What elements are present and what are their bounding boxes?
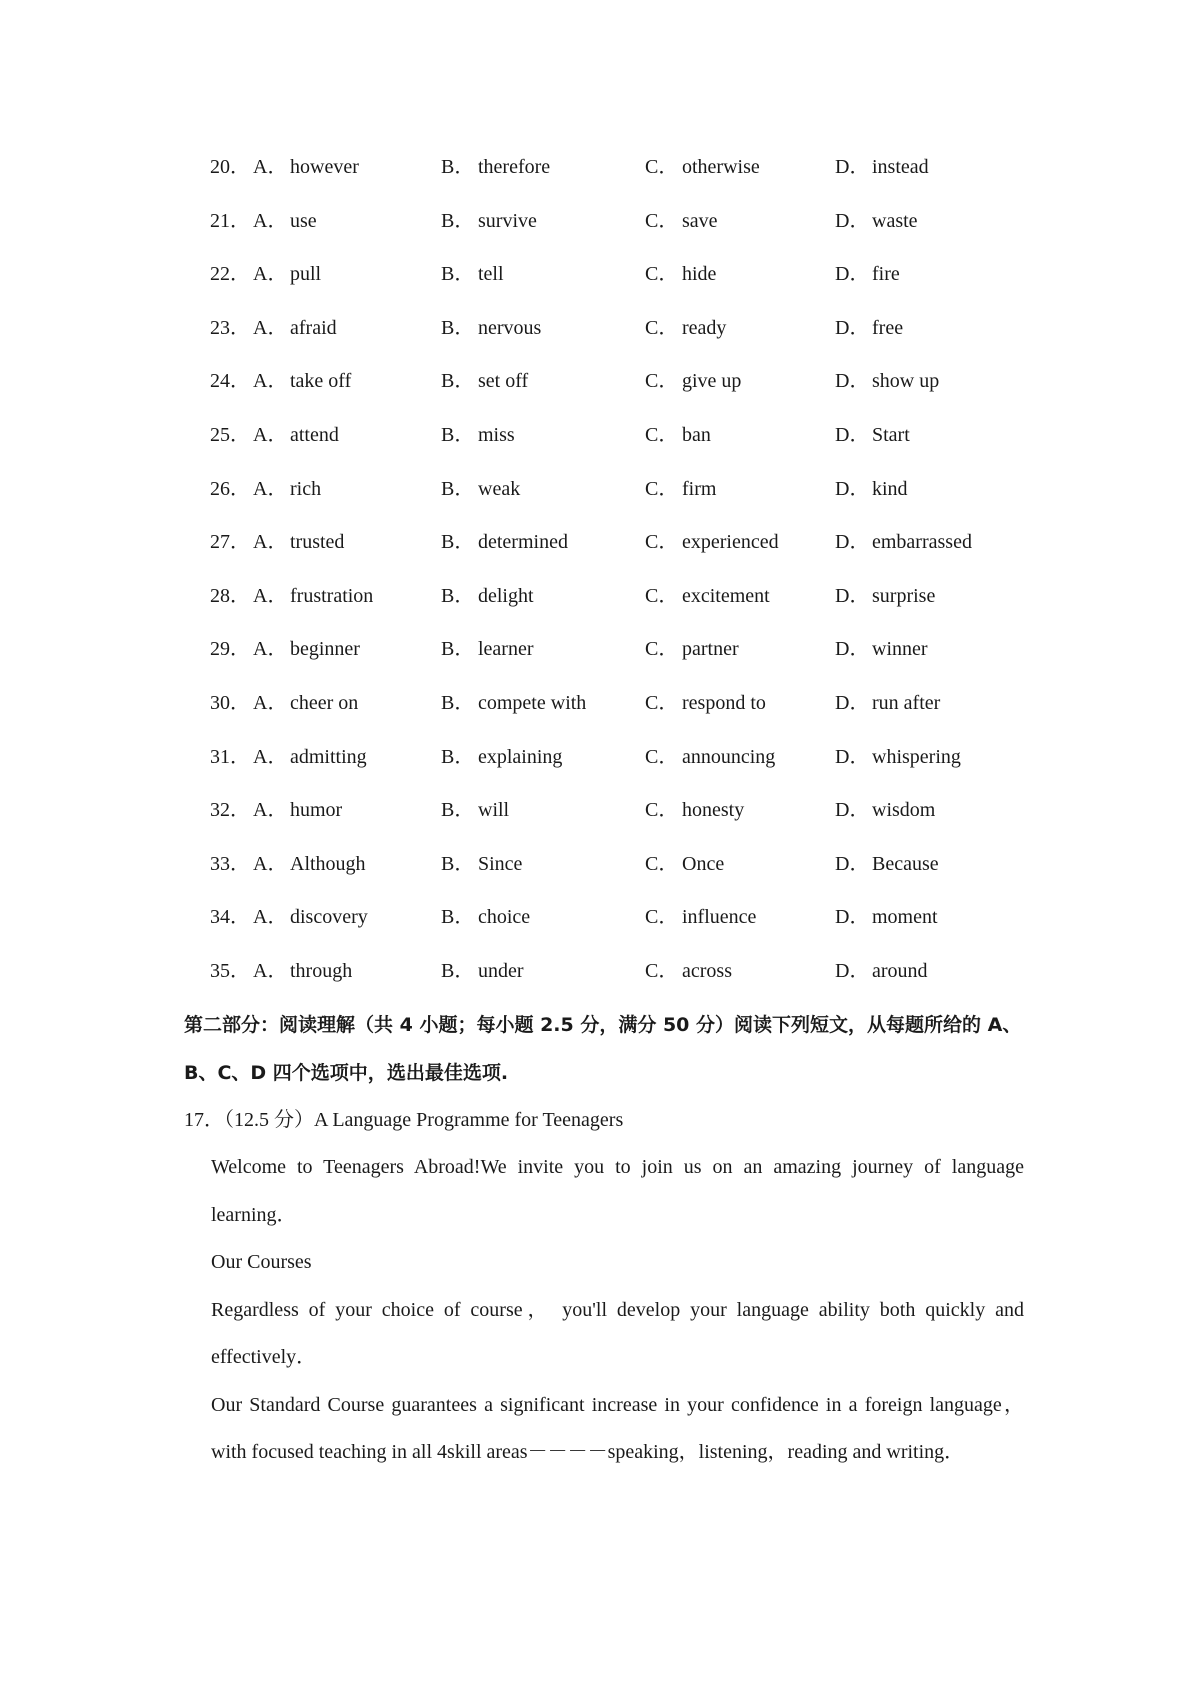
answer-option: [645, 745, 775, 769]
question-number: 22．: [210, 263, 250, 286]
question-row: [0, 477, 1200, 531]
answer-option: [441, 905, 530, 929]
option-letter: C．: [645, 156, 679, 178]
option-text: compete with: [478, 691, 587, 714]
option-text: pull: [290, 263, 322, 286]
question-number: 35．: [210, 959, 250, 982]
option-letter: B．: [441, 156, 475, 178]
answer-option: [645, 262, 716, 286]
option-text: Because: [872, 852, 939, 875]
answer-option: [645, 155, 760, 179]
question-number: 23．: [210, 316, 250, 339]
option-text: fire: [872, 263, 900, 286]
answer-option: [441, 369, 528, 393]
option-text: survive: [478, 209, 537, 232]
option-letter: D．: [835, 852, 870, 875]
passage-subheading: Our Courses: [211, 1251, 312, 1273]
answer-option: [835, 584, 935, 608]
option-text: afraid: [290, 316, 337, 339]
answer-option: [253, 369, 351, 393]
option-text: whispering: [872, 745, 961, 768]
passage-paragraph: Welcome to Teenagers Abroad!We invite you to join us on an amazing journey of language learning．: [211, 1156, 1024, 1226]
answer-option: [835, 369, 939, 393]
answer-option: [645, 959, 732, 983]
question-number: 29．: [210, 638, 250, 661]
option-text: kind: [872, 477, 908, 500]
option-text: show up: [872, 370, 940, 393]
answer-option: [441, 745, 562, 769]
option-text: humor: [290, 799, 343, 822]
answer-option: [835, 745, 961, 769]
option-text: save: [682, 209, 718, 232]
option-letter: C．: [645, 906, 679, 929]
option-letter: B．: [441, 209, 475, 232]
question-row: [0, 745, 1200, 799]
option-text: partner: [682, 638, 739, 661]
answer-option: [645, 369, 741, 393]
option-letter: D．: [835, 959, 870, 982]
option-letter: C．: [645, 263, 679, 286]
option-text: instead: [872, 156, 929, 178]
option-letter: A．: [253, 638, 288, 661]
option-letter: A．: [253, 423, 288, 446]
question-row: [0, 530, 1200, 584]
answer-option: [253, 262, 321, 286]
passage-paragraph: Our Standard Course guarantees a significant increase in your confidence in a foreign language，with focused teaching in all 4skill areas－－－－speaking，listening，reading and writing．: [211, 1393, 1024, 1463]
answer-option: [835, 798, 935, 822]
option-letter: D．: [835, 584, 870, 607]
option-text: will: [478, 799, 510, 822]
option-text: attend: [290, 423, 339, 446]
answer-option: [441, 477, 520, 501]
answer-option: [253, 637, 360, 661]
answer-option: [835, 959, 928, 983]
answer-option: [253, 798, 342, 822]
option-text: around: [872, 959, 928, 982]
option-letter: C．: [645, 799, 679, 822]
option-letter: A．: [253, 691, 288, 714]
option-text: therefore: [478, 156, 551, 178]
option-text: moment: [872, 906, 938, 929]
option-letter: B．: [441, 316, 475, 339]
question-number: 24．: [210, 370, 250, 393]
option-text: embarrassed: [872, 531, 972, 554]
answer-option: [441, 530, 568, 554]
option-letter: D．: [835, 691, 870, 714]
option-letter: B．: [441, 477, 475, 500]
option-text: take off: [290, 370, 352, 393]
option-text: ready: [682, 316, 727, 339]
option-letter: A．: [253, 852, 288, 875]
option-text: delight: [478, 584, 534, 607]
option-text: give up: [682, 370, 742, 393]
answer-option: [645, 584, 770, 608]
option-letter: C．: [645, 691, 679, 714]
answer-option: [441, 209, 537, 233]
answer-option: [441, 959, 524, 983]
question-row: [0, 691, 1200, 745]
option-letter: D．: [835, 156, 870, 178]
option-text: learner: [478, 638, 534, 661]
answer-option: [645, 209, 718, 233]
option-text: Although: [290, 852, 366, 875]
option-letter: A．: [253, 906, 288, 929]
answer-option: [645, 477, 716, 501]
option-letter: C．: [645, 745, 679, 768]
option-text: cheer on: [290, 691, 359, 714]
answer-option: [835, 530, 972, 554]
question-number: 20．: [210, 156, 250, 178]
option-letter: B．: [441, 691, 475, 714]
question-row: [0, 798, 1200, 852]
answer-option: [645, 530, 779, 554]
question-number: 34．: [210, 906, 250, 929]
option-letter: A．: [253, 370, 288, 393]
answer-option: [441, 155, 550, 179]
option-letter: B．: [441, 852, 475, 875]
answer-option: [253, 691, 358, 715]
answer-option: [645, 798, 744, 822]
option-text: across: [682, 959, 732, 982]
answer-option: [441, 423, 515, 447]
option-letter: C．: [645, 584, 679, 607]
option-letter: B．: [441, 370, 475, 393]
question-row: [0, 262, 1200, 316]
option-text: surprise: [872, 584, 936, 607]
option-letter: C．: [645, 852, 679, 875]
option-letter: B．: [441, 638, 475, 661]
option-text: wisdom: [872, 799, 936, 822]
option-letter: C．: [645, 477, 679, 500]
answer-option: [835, 691, 940, 715]
answer-option: [835, 262, 900, 286]
option-text: tell: [478, 263, 504, 286]
option-letter: C．: [645, 370, 679, 393]
option-letter: B．: [441, 423, 475, 446]
answer-option: [645, 637, 739, 661]
option-letter: A．: [253, 959, 288, 982]
answer-option: [253, 316, 337, 340]
option-letter: C．: [645, 531, 679, 554]
answer-option: [645, 691, 766, 715]
option-text: through: [290, 959, 353, 982]
option-letter: A．: [253, 477, 288, 500]
answer-option: [253, 584, 373, 608]
option-letter: D．: [835, 263, 870, 286]
option-letter: A．: [253, 584, 288, 607]
option-text: determined: [478, 531, 568, 554]
passage-paragraph: Regardless of your choice of course， you'll develop your language ability both quickly and effectively．: [211, 1298, 1024, 1368]
option-letter: B．: [441, 263, 475, 286]
option-letter: D．: [835, 477, 870, 500]
option-text: waste: [872, 209, 918, 232]
option-text: set off: [478, 370, 529, 393]
option-text: Since: [478, 852, 523, 875]
question-row: [0, 905, 1200, 959]
answer-option: [441, 262, 504, 286]
option-letter: B．: [441, 959, 475, 982]
question-number: 33．: [210, 852, 250, 875]
question-row: [0, 637, 1200, 691]
answer-option: [441, 637, 534, 661]
option-text: beginner: [290, 638, 360, 661]
option-text: trusted: [290, 531, 345, 554]
option-letter: B．: [441, 799, 475, 822]
question-number: 30．: [210, 691, 250, 714]
answer-option: [835, 316, 903, 340]
answer-option: [441, 798, 509, 822]
question-number: 26．: [210, 477, 250, 500]
option-letter: A．: [253, 316, 288, 339]
question-row: [0, 423, 1200, 477]
option-letter: C．: [645, 959, 679, 982]
question-number: 31．: [210, 745, 250, 768]
option-letter: A．: [253, 531, 288, 554]
answer-option: [253, 530, 344, 554]
option-letter: D．: [835, 799, 870, 822]
option-text: however: [290, 156, 359, 178]
question-number: 27．: [210, 531, 250, 554]
option-letter: D．: [835, 423, 870, 446]
answer-option: [645, 852, 724, 876]
answer-option: [253, 905, 368, 929]
section-heading: 第二部分：阅读理解（共 4 小题；每小题 2.5 分，满分 50 分）阅读下列短文，从每题所给的 A、B、C、D 四个选项中，选出最佳选项.: [184, 1014, 1022, 1084]
answer-option: [835, 423, 910, 447]
option-text: honesty: [682, 799, 745, 822]
option-text: under: [478, 959, 524, 982]
question-number: 21．: [210, 209, 250, 232]
answer-option: [441, 584, 534, 608]
reading-passage: [184, 1096, 1024, 1477]
answer-option: [835, 209, 918, 233]
option-letter: A．: [253, 263, 288, 286]
answer-option: [253, 155, 359, 179]
question-row: [0, 584, 1200, 638]
option-text: weak: [478, 477, 521, 500]
option-letter: C．: [645, 316, 679, 339]
option-text: admitting: [290, 745, 367, 768]
option-letter: B．: [441, 745, 475, 768]
question-row: [0, 852, 1200, 906]
answer-option: [441, 691, 586, 715]
option-text: use: [290, 209, 317, 232]
option-letter: B．: [441, 906, 475, 929]
question-number: 25．: [210, 423, 250, 446]
answer-option: [253, 745, 367, 769]
option-text: Start: [872, 423, 910, 446]
answer-option: [835, 637, 928, 661]
answer-option: [645, 423, 711, 447]
option-letter: D．: [835, 370, 870, 393]
answer-option: [645, 316, 726, 340]
answer-option: [253, 209, 317, 233]
question-row: [0, 316, 1200, 370]
option-text: choice: [478, 906, 531, 929]
question-number: 32．: [210, 799, 250, 822]
option-text: excitement: [682, 584, 770, 607]
option-text: explaining: [478, 745, 563, 768]
answer-option: [835, 477, 908, 501]
option-text: Once: [682, 852, 725, 875]
option-text: ban: [682, 423, 711, 446]
option-letter: C．: [645, 209, 679, 232]
option-letter: A．: [253, 799, 288, 822]
answer-option: [253, 959, 352, 983]
option-text: run after: [872, 691, 941, 714]
option-text: discovery: [290, 906, 368, 929]
option-text: experienced: [682, 531, 779, 554]
answer-option: [253, 852, 366, 876]
answer-option: [835, 852, 939, 876]
answer-option: [253, 423, 339, 447]
question-row: [0, 209, 1200, 263]
option-letter: A．: [253, 745, 288, 768]
option-letter: A．: [253, 209, 288, 232]
option-letter: D．: [835, 209, 870, 232]
option-text: frustration: [290, 584, 374, 607]
reading-question-title: 17．（12.5 分）A Language Programme for Teenagers: [184, 1109, 624, 1131]
answer-option: [835, 905, 938, 929]
option-text: nervous: [478, 316, 542, 339]
question-row: [0, 155, 1200, 209]
option-text: winner: [872, 638, 928, 661]
option-letter: C．: [645, 638, 679, 661]
question-row: [0, 369, 1200, 423]
answer-option: [645, 905, 756, 929]
option-letter: D．: [835, 906, 870, 929]
option-text: firm: [682, 477, 717, 500]
option-letter: D．: [835, 745, 870, 768]
option-text: hide: [682, 263, 717, 286]
option-letter: B．: [441, 531, 475, 554]
answer-option: [835, 155, 929, 179]
option-text: otherwise: [682, 156, 760, 178]
question-number: 28．: [210, 584, 250, 607]
option-letter: B．: [441, 584, 475, 607]
choice-question-list: [0, 155, 1200, 1013]
option-letter: D．: [835, 316, 870, 339]
option-letter: C．: [645, 423, 679, 446]
option-letter: D．: [835, 531, 870, 554]
option-letter: A．: [253, 156, 288, 178]
option-letter: D．: [835, 638, 870, 661]
option-text: miss: [478, 423, 515, 446]
answer-option: [441, 852, 522, 876]
option-text: free: [872, 316, 904, 339]
option-text: influence: [682, 906, 757, 929]
answer-option: [441, 316, 541, 340]
option-text: respond to: [682, 691, 766, 714]
option-text: rich: [290, 477, 322, 500]
option-text: announcing: [682, 745, 776, 768]
answer-option: [253, 477, 321, 501]
